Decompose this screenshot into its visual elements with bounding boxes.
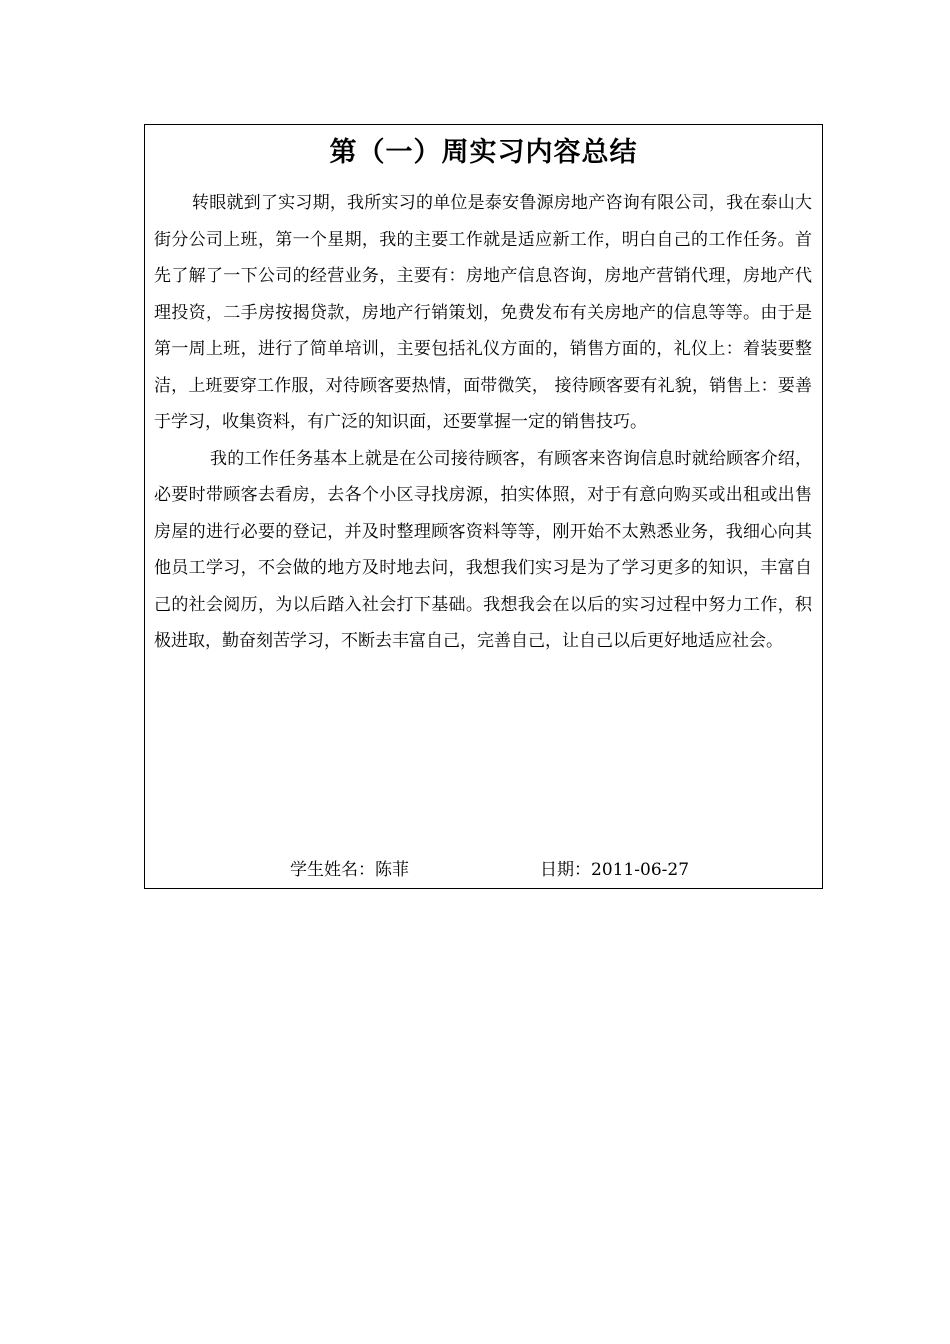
paragraph-2: 我的工作任务基本上就是在公司接待顾客，有顾客来咨询信息时就给顾客介绍，必要时带顾客去看房，去各个小区寻找房源，拍实体照，对于有意向购买或出租或出售房屋的进行必要的登记，并及时整理顾客资料等等，刚开始不太熟悉业务，我细心向其他员工学习，不会做的地方及时地去问，我想我们实习是为了学习更多的知识，丰富自己的社会阅历，为以后踏入社会打下基础。我想我会在以后的实习过程中努力工作，积极进取，勤奋刻苦学习，不断去丰富自己，完善自己，让自己以后更好地适应社会。 [154, 448, 812, 651]
student-name: 学生姓名：陈菲 [290, 860, 409, 880]
report-date: 日期：2011-06-27 [540, 860, 690, 880]
paragraph-1: 转眼就到了实习期，我所实习的单位是泰安鲁源房地产咨询有限公司，我在泰山大街分公司上班，第一个星期，我的主要工作就是适应新工作，明白自己的工作任务。首先了解了一下公司的经营业务，主要有：房地产信息咨询，房地产营销代理，房地产代理投资，二手房按揭贷款，房地产行销策划，免费发布有关房地产的信息等等。由于是第一周上班，进行了简单培训，主要包括礼仪方面的，销售方面的，礼仪上：着装要整洁，上班要穿工作服，对待顾客要热情，面带微笑， 接待顾客要有礼貌，销售上：要善于学习，收集资料，有广泛的知识面，还要掌握一定的销售技巧。 [154, 193, 812, 432]
signature-line [145, 855, 822, 885]
body-text [154, 185, 812, 660]
document-title: 第（一）周实习内容总结 [329, 137, 638, 168]
report-box [144, 124, 823, 889]
